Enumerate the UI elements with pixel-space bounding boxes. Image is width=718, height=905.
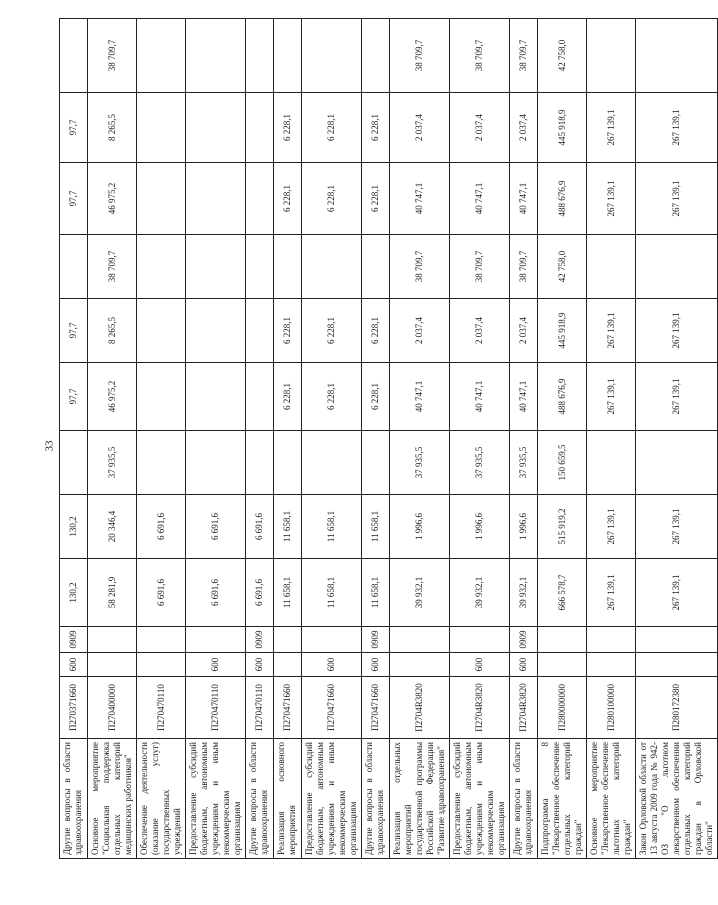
row-value-cell: 46 975,2: [88, 363, 137, 431]
row-value-cell: 600: [302, 653, 362, 677]
row-value-cell: 11 658,1: [302, 495, 362, 559]
row-value-cell: 2 037,4: [450, 299, 510, 363]
row-value-cell: 2 037,4: [510, 93, 538, 163]
row-value-cell: 445 918,9: [538, 299, 587, 363]
row-value-cell: 0909: [362, 627, 390, 653]
budget-table: [59, 18, 718, 859]
row-name-cell: Реализация отдельных мероприятий государственной программы Российской Федерации "Развитие здравоохранения": [390, 739, 450, 859]
row-value-cell: [186, 299, 246, 363]
row-value-cell: [636, 653, 718, 677]
row-value-cell: 40 747,1: [510, 163, 538, 235]
row-value-cell: 38 709,7: [450, 235, 510, 299]
row-value-cell: 37 935,5: [510, 431, 538, 495]
row-value-cell: [137, 93, 186, 163]
row-value-cell: 6 691,6: [186, 559, 246, 627]
row-value-cell: 8 265,5: [88, 299, 137, 363]
row-value-cell: [186, 93, 246, 163]
row-value-cell: [246, 93, 274, 163]
row-value-cell: 0909: [60, 627, 88, 653]
row-value-cell: 6 228,1: [302, 299, 362, 363]
row-value-cell: [60, 19, 88, 93]
row-value-cell: 20 346,4: [88, 495, 137, 559]
table-row: [60, 19, 88, 859]
row-value-cell: 6 228,1: [274, 363, 302, 431]
row-value-cell: 38 709,7: [510, 19, 538, 93]
row-value-cell: 150 659,5: [538, 431, 587, 495]
row-value-cell: 600: [510, 653, 538, 677]
row-value-cell: 1 996,6: [450, 495, 510, 559]
row-name-cell: Основное мероприятие "Лекарственное обеспечение льготных категорий граждан": [587, 739, 636, 859]
row-code-cell: П270400000: [88, 677, 137, 739]
row-value-cell: 6 691,6: [137, 495, 186, 559]
row-value-cell: [274, 627, 302, 653]
row-value-cell: [137, 235, 186, 299]
row-value-cell: 38 709,7: [88, 19, 137, 93]
row-value-cell: [246, 363, 274, 431]
row-value-cell: 267 139,1: [587, 363, 636, 431]
row-value-cell: 267 139,1: [636, 93, 718, 163]
row-value-cell: [587, 19, 636, 93]
row-code-cell: П270371660: [60, 677, 88, 739]
row-value-cell: 445 918,9: [538, 93, 587, 163]
row-name-cell: Другие вопросы в области здравоохранения: [510, 739, 538, 859]
row-value-cell: 37 935,5: [88, 431, 137, 495]
row-value-cell: 6 691,6: [246, 559, 274, 627]
row-value-cell: 6 228,1: [362, 93, 390, 163]
row-name-cell: Предоставление субсидий бюджетным, автономным учреждениям и иным некоммерческим организациям: [450, 739, 510, 859]
row-value-cell: [362, 19, 390, 93]
row-value-cell: 40 747,1: [510, 363, 538, 431]
row-value-cell: 600: [362, 653, 390, 677]
row-value-cell: 2 037,4: [390, 93, 450, 163]
row-value-cell: [636, 19, 718, 93]
row-value-cell: 666 578,7: [538, 559, 587, 627]
row-name-cell: Обеспечение деятельности (оказание услуг) государственных учреждений: [137, 739, 186, 859]
row-value-cell: 130,2: [60, 495, 88, 559]
row-value-cell: [186, 19, 246, 93]
row-value-cell: [362, 235, 390, 299]
table-row: [274, 19, 302, 859]
table-row: [88, 19, 137, 859]
row-code-cell: П270471660: [274, 677, 302, 739]
row-name-cell: Предоставление субсидий бюджетным, автономным учреждениям и иным некоммерческим организациям: [302, 739, 362, 859]
row-code-cell: П2704R3820: [450, 677, 510, 739]
row-value-cell: 515 919,2: [538, 495, 587, 559]
row-value-cell: [137, 363, 186, 431]
row-value-cell: 39 932,1: [390, 559, 450, 627]
table-row: [246, 19, 274, 859]
row-code-cell: П270470110: [246, 677, 274, 739]
row-name-cell: Основное мероприятие "Социальная поддержка отдельных категорий медицинских работников": [88, 739, 137, 859]
row-value-cell: [302, 627, 362, 653]
row-value-cell: 267 139,1: [636, 299, 718, 363]
row-value-cell: 600: [60, 653, 88, 677]
row-value-cell: 37 935,5: [450, 431, 510, 495]
row-value-cell: [390, 653, 450, 677]
row-value-cell: [587, 235, 636, 299]
table-row: [186, 19, 246, 859]
row-value-cell: [390, 627, 450, 653]
row-value-cell: 488 676,9: [538, 363, 587, 431]
row-value-cell: 11 658,1: [274, 559, 302, 627]
row-value-cell: [587, 431, 636, 495]
row-value-cell: [246, 431, 274, 495]
row-value-cell: [137, 653, 186, 677]
row-value-cell: 6 228,1: [274, 93, 302, 163]
row-value-cell: [186, 627, 246, 653]
row-value-cell: 130,2: [60, 559, 88, 627]
row-name-cell: Другие вопросы в области здравоохранения: [362, 739, 390, 859]
table-row: [362, 19, 390, 859]
row-value-cell: [137, 431, 186, 495]
row-code-cell: П280100000: [587, 677, 636, 739]
row-code-cell: П270470110: [186, 677, 246, 739]
row-value-cell: [636, 235, 718, 299]
row-value-cell: 58 281,9: [88, 559, 137, 627]
row-value-cell: 267 139,1: [636, 559, 718, 627]
row-value-cell: 38 709,7: [390, 235, 450, 299]
row-value-cell: 600: [450, 653, 510, 677]
table-row: [137, 19, 186, 859]
row-value-cell: 1 996,6: [390, 495, 450, 559]
row-value-cell: [137, 627, 186, 653]
table-row: [302, 19, 362, 859]
row-value-cell: 40 747,1: [450, 363, 510, 431]
row-value-cell: [137, 19, 186, 93]
row-value-cell: 267 139,1: [587, 163, 636, 235]
row-value-cell: [186, 235, 246, 299]
row-value-cell: [274, 235, 302, 299]
row-value-cell: 42 758,0: [538, 19, 587, 93]
row-name-cell: Предоставление субсидий бюджетным, автономным учреждениям и иным некоммерческим организациям: [186, 739, 246, 859]
row-value-cell: [538, 653, 587, 677]
row-name-cell: Реализация основного мероприятия: [274, 739, 302, 859]
row-value-cell: 6 228,1: [362, 163, 390, 235]
row-value-cell: 42 758,0: [538, 235, 587, 299]
row-value-cell: [274, 431, 302, 495]
row-value-cell: 267 139,1: [587, 495, 636, 559]
table-row: [450, 19, 510, 859]
row-value-cell: 600: [186, 653, 246, 677]
row-value-cell: 267 139,1: [636, 163, 718, 235]
row-value-cell: [246, 163, 274, 235]
row-value-cell: 39 932,1: [510, 559, 538, 627]
row-value-cell: 6 691,6: [137, 559, 186, 627]
row-value-cell: [636, 627, 718, 653]
row-value-cell: [636, 431, 718, 495]
table-body: [60, 19, 718, 859]
row-value-cell: 6 228,1: [302, 163, 362, 235]
row-value-cell: 267 139,1: [636, 495, 718, 559]
row-value-cell: 97,7: [60, 163, 88, 235]
row-name-cell: Другие вопросы в области здравоохранения: [60, 739, 88, 859]
row-value-cell: [88, 627, 137, 653]
row-value-cell: 40 747,1: [390, 163, 450, 235]
row-code-cell: П270470110: [137, 677, 186, 739]
rotated-table-wrapper: [59, 19, 714, 859]
row-value-cell: 37 935,5: [390, 431, 450, 495]
row-code-cell: П270471660: [362, 677, 390, 739]
row-value-cell: 97,7: [60, 93, 88, 163]
row-value-cell: [450, 627, 510, 653]
row-value-cell: 40 747,1: [450, 163, 510, 235]
row-value-cell: 38 709,7: [88, 235, 137, 299]
row-value-cell: [362, 431, 390, 495]
row-value-cell: 11 658,1: [274, 495, 302, 559]
table-row: [587, 19, 636, 859]
row-value-cell: 1 996,6: [510, 495, 538, 559]
row-value-cell: 11 658,1: [362, 559, 390, 627]
row-value-cell: 40 747,1: [390, 363, 450, 431]
row-code-cell: П270471660: [302, 677, 362, 739]
row-value-cell: 0909: [246, 627, 274, 653]
row-value-cell: [88, 653, 137, 677]
row-name-cell: Закон Орловской области от 13 августа 2009 года № 942-ОЗ "О льготном лекарственном обеспечении отдельных категорий граждан в Орловской области": [636, 739, 718, 859]
row-value-cell: [246, 19, 274, 93]
row-code-cell: П280172380: [636, 677, 718, 739]
row-value-cell: [302, 431, 362, 495]
row-value-cell: 2 037,4: [390, 299, 450, 363]
table-row: [510, 19, 538, 859]
row-value-cell: 11 658,1: [302, 559, 362, 627]
row-value-cell: 6 691,6: [246, 495, 274, 559]
row-value-cell: [538, 627, 587, 653]
row-value-cell: 97,7: [60, 299, 88, 363]
row-value-cell: [587, 627, 636, 653]
row-value-cell: [137, 299, 186, 363]
row-value-cell: [246, 235, 274, 299]
row-value-cell: 6 691,6: [186, 495, 246, 559]
row-code-cell: П2704R3820: [390, 677, 450, 739]
row-value-cell: [274, 19, 302, 93]
row-value-cell: 267 139,1: [587, 299, 636, 363]
row-value-cell: [246, 299, 274, 363]
row-value-cell: [137, 163, 186, 235]
row-value-cell: 0909: [510, 627, 538, 653]
row-value-cell: 97,7: [60, 363, 88, 431]
row-value-cell: 6 228,1: [302, 363, 362, 431]
row-value-cell: [186, 363, 246, 431]
row-name-cell: Другие вопросы в области здравоохранения: [246, 739, 274, 859]
row-value-cell: 6 228,1: [302, 93, 362, 163]
row-value-cell: [60, 235, 88, 299]
row-value-cell: [302, 235, 362, 299]
row-value-cell: 38 709,7: [450, 19, 510, 93]
row-value-cell: [274, 653, 302, 677]
row-value-cell: 6 228,1: [362, 363, 390, 431]
table-row: [390, 19, 450, 859]
row-value-cell: 11 658,1: [362, 495, 390, 559]
row-value-cell: 267 139,1: [587, 93, 636, 163]
row-value-cell: 6 228,1: [362, 299, 390, 363]
table-row: [538, 19, 587, 859]
row-value-cell: 6 228,1: [274, 299, 302, 363]
row-value-cell: [60, 431, 88, 495]
row-name-cell: Подпрограмма 8 "Лекарственное обеспечение отдельных категорий граждан": [538, 739, 587, 859]
row-value-cell: [302, 19, 362, 93]
row-value-cell: 267 139,1: [587, 559, 636, 627]
row-value-cell: 2 037,4: [510, 299, 538, 363]
row-value-cell: 46 975,2: [88, 163, 137, 235]
row-value-cell: 6 228,1: [274, 163, 302, 235]
row-code-cell: П280000000: [538, 677, 587, 739]
row-value-cell: 267 139,1: [636, 363, 718, 431]
row-value-cell: [587, 653, 636, 677]
row-value-cell: 8 265,5: [88, 93, 137, 163]
row-code-cell: П2704R3820: [510, 677, 538, 739]
row-value-cell: 2 037,4: [450, 93, 510, 163]
row-value-cell: 38 709,7: [510, 235, 538, 299]
row-value-cell: 39 932,1: [450, 559, 510, 627]
row-value-cell: 600: [246, 653, 274, 677]
table-row: [636, 19, 718, 859]
row-value-cell: 38 709,7: [390, 19, 450, 93]
row-value-cell: 488 676,9: [538, 163, 587, 235]
page-number: 33: [43, 440, 56, 452]
row-value-cell: [186, 163, 246, 235]
row-value-cell: [186, 431, 246, 495]
